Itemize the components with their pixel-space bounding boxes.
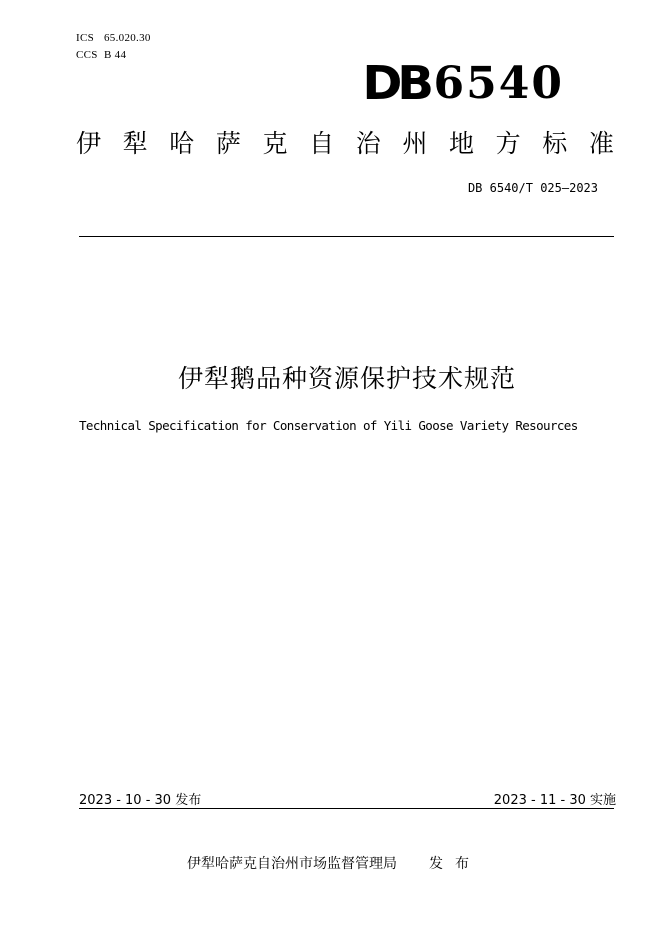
title-chinese: 伊犁鹅品种资源保护技术规范 xyxy=(177,364,516,393)
standard-code: DB 6540/T 025—2023 xyxy=(467,181,598,195)
db-logo-number: 6540 xyxy=(433,57,564,109)
title-english: Technical Specification for Conservation of Yili Goose Variety Resources xyxy=(79,418,578,433)
standard-type-char: 伊 xyxy=(76,129,102,158)
release-date: 2023 - 10 - 30 发布 xyxy=(79,793,202,808)
standard-type-char: 治 xyxy=(355,129,381,158)
standard-type-char: 萨 xyxy=(215,129,241,158)
standard-type-char: 自 xyxy=(309,129,335,158)
standard-type-char: 标 xyxy=(542,129,568,158)
standard-type-char: 犁 xyxy=(122,129,148,158)
bottom-divider xyxy=(79,808,614,809)
standard-type-char: 哈 xyxy=(169,129,195,158)
db-logo-letters: DB xyxy=(362,56,430,110)
publisher-name: 伊犁哈萨克自治州市场监督管理局 xyxy=(187,856,397,872)
publisher-line xyxy=(187,853,481,873)
ccs-code xyxy=(76,49,126,61)
ics-code xyxy=(76,32,151,44)
implementation-date: 2023 - 11 - 30 实施 xyxy=(493,793,616,808)
standard-type-char: 准 xyxy=(588,129,614,158)
publisher-action: 发布 xyxy=(429,856,481,872)
standard-type-char: 方 xyxy=(495,129,521,158)
standard-type-char: 克 xyxy=(262,129,288,158)
standard-type-char: 地 xyxy=(449,129,475,158)
standard-type-char: 州 xyxy=(402,129,428,158)
top-divider xyxy=(79,236,614,237)
db-logo xyxy=(364,58,564,108)
ccs-label: CCS xyxy=(76,49,98,61)
ccs-value: B 44 xyxy=(104,49,127,61)
ics-label: ICS xyxy=(76,32,95,44)
standard-type-name xyxy=(76,124,614,160)
ics-value: 65.020.30 xyxy=(104,32,151,44)
